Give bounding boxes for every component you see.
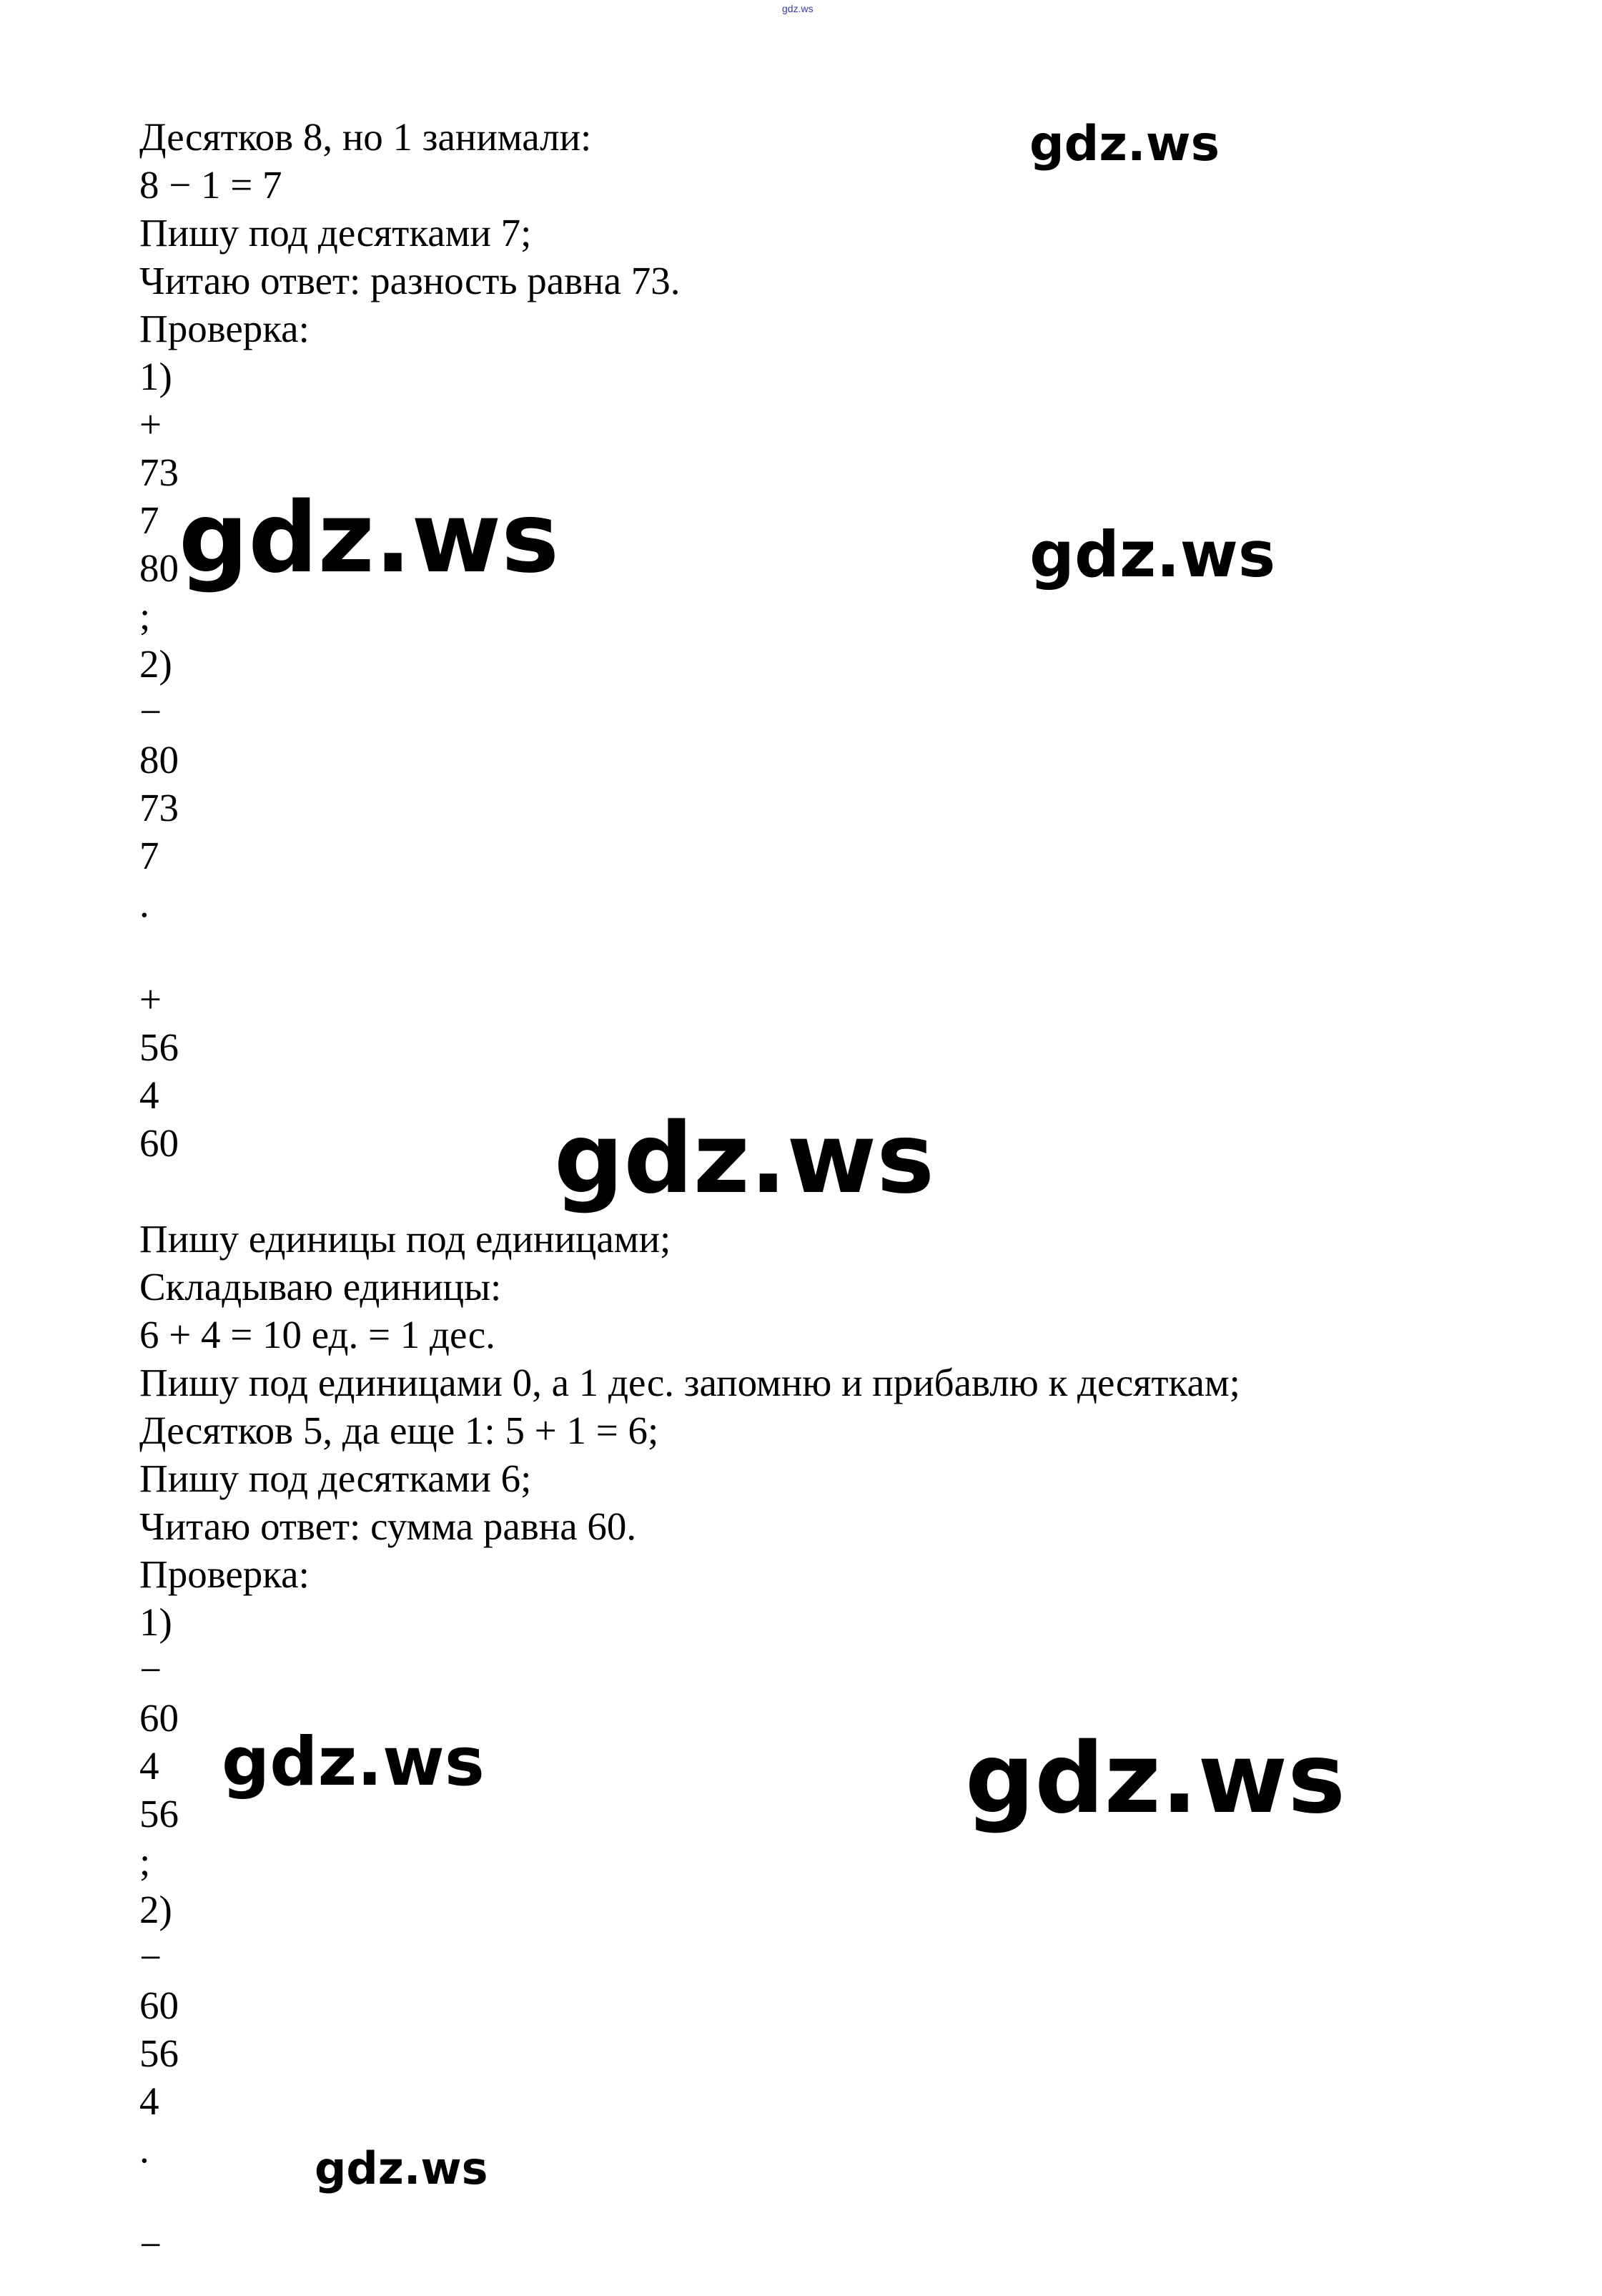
text-line: 4 <box>139 1744 159 1788</box>
text-line: Проверка: <box>139 307 310 350</box>
text-line: ; <box>139 1840 151 1883</box>
text-line: 60 <box>139 1696 179 1740</box>
text-line: 60 <box>139 1121 179 1165</box>
text-line: + <box>139 977 162 1021</box>
watermark: gdz.ws <box>554 1103 935 1216</box>
text-line: Читаю ответ: сумма равна 60. <box>139 1504 637 1548</box>
text-line: Пишу под десятками 6; <box>139 1457 532 1500</box>
text-line: 80 <box>139 738 179 782</box>
text-line: − <box>139 1936 162 1979</box>
watermark: gdz.ws <box>179 482 560 595</box>
text-line: . <box>139 2127 149 2171</box>
text-line: 8 − 1 = 7 <box>139 163 282 207</box>
text-line: 56 <box>139 1792 179 1836</box>
text-line: Читаю ответ: разность равна 73. <box>139 259 681 302</box>
watermark: gdz.ws <box>315 2142 488 2194</box>
header-watermark: gdz.ws <box>782 3 814 14</box>
text-line: 7 <box>139 498 159 542</box>
text-line: 60 <box>139 1984 179 2027</box>
text-line: ; <box>139 594 151 638</box>
text-line: 4 <box>139 1073 159 1117</box>
text-line: − <box>139 2223 162 2267</box>
text-line: 80 <box>139 546 179 590</box>
text-line: Пишу под единицами 0, а 1 дес. запомню и прибавлю к десяткам; <box>139 1361 1240 1404</box>
text-line: Проверка: <box>139 1552 310 1596</box>
text-line: 1) <box>139 1600 172 1644</box>
text-line: Пишу единицы под единицами; <box>139 1217 671 1261</box>
text-line: 7 <box>139 834 159 877</box>
text-line: 2) <box>139 1888 172 1931</box>
text-line: 73 <box>139 786 179 829</box>
text-line: 56 <box>139 1025 179 1069</box>
text-line: 2) <box>139 642 172 686</box>
watermark: gdz.ws <box>222 1723 485 1801</box>
text-line: . <box>139 882 149 925</box>
text-line: − <box>139 1648 162 1692</box>
text-line: 1) <box>139 355 172 398</box>
text-line: Пишу под десятками 7; <box>139 211 532 255</box>
text-line: + <box>139 403 162 446</box>
watermark: gdz.ws <box>1029 116 1220 172</box>
text-line: 73 <box>139 450 179 494</box>
text-line: 6 + 4 = 10 ед. = 1 дес. <box>139 1313 495 1356</box>
text-line: 4 <box>139 2079 159 2123</box>
watermark: gdz.ws <box>965 1723 1346 1836</box>
watermark: gdz.ws <box>1029 518 1276 591</box>
text-line <box>139 927 1498 975</box>
text-line: − <box>139 690 162 734</box>
text-line: Складываю единицы: <box>139 1265 502 1309</box>
text-line: Десятков 5, да еще 1: 5 + 1 = 6; <box>139 1409 659 1452</box>
text-line: 56 <box>139 2031 179 2075</box>
text-line: Десятков 8, но 1 занимали: <box>139 115 592 159</box>
